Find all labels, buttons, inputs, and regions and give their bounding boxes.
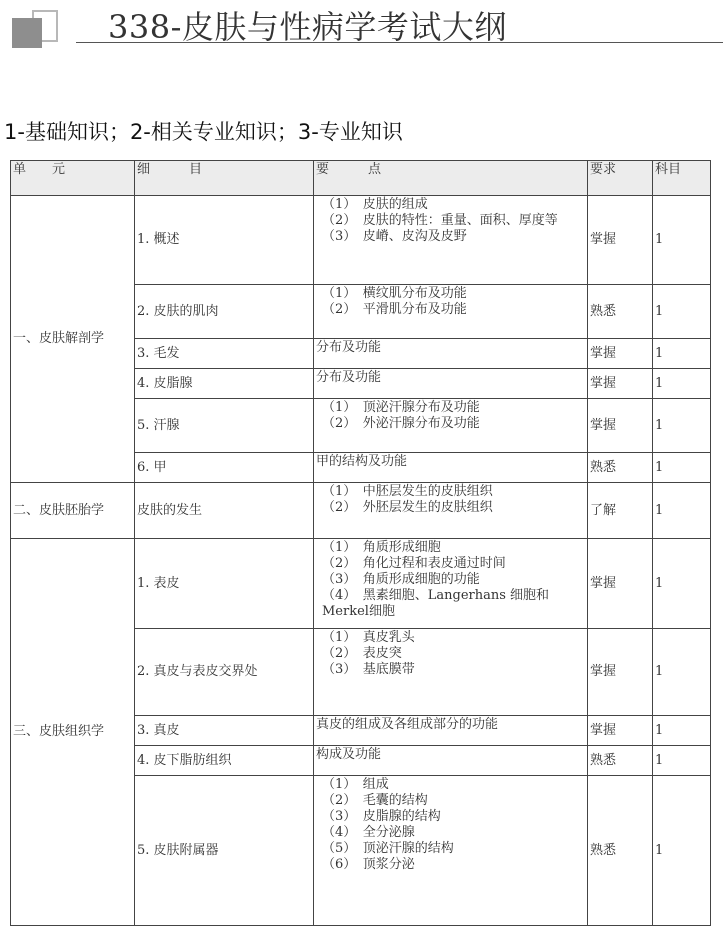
header-detail: 细 目 bbox=[135, 161, 314, 196]
header-unit: 单 元 bbox=[11, 161, 135, 196]
subject-cell: 1 bbox=[653, 369, 711, 399]
key-point: （2） 平滑肌分布及功能 bbox=[322, 302, 467, 317]
key-point: （3） 皮嵴、皮沟及皮野 bbox=[322, 229, 467, 244]
key-point: （4） 黑素细胞、Langerhans 细胞和Merkel细胞 bbox=[322, 588, 550, 619]
requirement-cell: 掌握 bbox=[588, 629, 653, 716]
points-cell bbox=[314, 453, 588, 483]
points-cell bbox=[314, 716, 588, 746]
key-point: （2） 皮肤的特性：重量、面积、厚度等 bbox=[322, 213, 558, 228]
points-cell bbox=[314, 339, 588, 369]
subject-cell: 1 bbox=[653, 539, 711, 629]
detail-cell: 5. 皮肤附属器 bbox=[135, 776, 314, 926]
table-row bbox=[11, 196, 711, 285]
key-point: （3） 角质形成细胞的功能 bbox=[322, 572, 480, 587]
detail-cell: 1. 表皮 bbox=[135, 539, 314, 629]
points-cell bbox=[314, 629, 588, 716]
requirement-cell: 掌握 bbox=[588, 716, 653, 746]
logo-filled-square bbox=[12, 18, 42, 48]
requirement-cell: 掌握 bbox=[588, 539, 653, 629]
subject-cell: 1 bbox=[653, 483, 711, 539]
points-cell bbox=[314, 285, 588, 339]
subject-cell: 1 bbox=[653, 285, 711, 339]
subject-legend: 1-基础知识；2-相关专业知识；3-专业知识 bbox=[4, 120, 403, 144]
requirement-cell: 了解 bbox=[588, 483, 653, 539]
detail-cell: 1. 概述 bbox=[135, 196, 314, 285]
key-point: （4） 全分泌腺 bbox=[322, 825, 415, 840]
points-cell bbox=[314, 399, 588, 453]
requirement-cell: 掌握 bbox=[588, 369, 653, 399]
key-point: 分布及功能 bbox=[316, 370, 382, 385]
requirement-cell: 熟悉 bbox=[588, 746, 653, 776]
key-point: （1） 真皮乳头 bbox=[322, 630, 415, 645]
subject-cell: 1 bbox=[653, 776, 711, 926]
key-point: （2） 角化过程和表皮通过时间 bbox=[322, 556, 506, 571]
key-point: （5） 顶泌汗腺的结构 bbox=[322, 841, 454, 856]
points-cell bbox=[314, 776, 588, 926]
detail-cell: 6. 甲 bbox=[135, 453, 314, 483]
subject-cell: 1 bbox=[653, 746, 711, 776]
key-point: （1） 中胚层发生的皮肤组织 bbox=[322, 484, 493, 499]
key-point: （3） 皮脂腺的结构 bbox=[322, 809, 441, 824]
requirement-cell: 掌握 bbox=[588, 399, 653, 453]
document-logo bbox=[10, 8, 68, 46]
points-cell bbox=[314, 746, 588, 776]
title-underline bbox=[76, 42, 723, 43]
detail-cell: 2. 皮肤的肌肉 bbox=[135, 285, 314, 339]
key-point: 分布及功能 bbox=[316, 340, 382, 355]
key-point: （2） 外泌汗腺分布及功能 bbox=[322, 416, 480, 431]
subject-cell: 1 bbox=[653, 399, 711, 453]
points-cell bbox=[314, 369, 588, 399]
points-cell bbox=[314, 539, 588, 629]
requirement-cell: 掌握 bbox=[588, 339, 653, 369]
unit-name: 二、皮肤胚胎学 bbox=[11, 483, 135, 539]
key-point: （2） 表皮突 bbox=[322, 646, 402, 661]
requirement-cell: 掌握 bbox=[588, 196, 653, 285]
key-point: （2） 毛囊的结构 bbox=[322, 793, 428, 808]
detail-cell: 4. 皮脂腺 bbox=[135, 369, 314, 399]
key-point: 构成及功能 bbox=[316, 747, 382, 762]
key-point: 真皮的组成及各组成部分的功能 bbox=[316, 717, 499, 732]
key-point: （3） 基底膜带 bbox=[322, 662, 415, 677]
detail-cell: 2. 真皮与表皮交界处 bbox=[135, 629, 314, 716]
header-requirement: 要求 bbox=[588, 161, 653, 196]
key-point: （6） 顶浆分泌 bbox=[322, 857, 415, 872]
points-cell bbox=[314, 483, 588, 539]
points-cell bbox=[314, 196, 588, 285]
subject-cell: 1 bbox=[653, 629, 711, 716]
syllabus-table bbox=[10, 160, 711, 926]
table-row bbox=[11, 483, 711, 539]
subject-cell: 1 bbox=[653, 453, 711, 483]
detail-cell: 3. 毛发 bbox=[135, 339, 314, 369]
key-point: （1） 横纹肌分布及功能 bbox=[322, 286, 467, 301]
subject-cell: 1 bbox=[653, 716, 711, 746]
detail-cell: 3. 真皮 bbox=[135, 716, 314, 746]
key-point: （1） 皮肤的组成 bbox=[322, 197, 428, 212]
header-subject: 科目 bbox=[653, 161, 711, 196]
key-point: （1） 顶泌汗腺分布及功能 bbox=[322, 400, 480, 415]
table-row bbox=[11, 539, 711, 629]
requirement-cell: 熟悉 bbox=[588, 776, 653, 926]
requirement-cell: 熟悉 bbox=[588, 285, 653, 339]
key-point: （2） 外胚层发生的皮肤组织 bbox=[322, 500, 493, 515]
unit-name: 三、皮肤组织学 bbox=[11, 539, 135, 926]
subject-cell: 1 bbox=[653, 196, 711, 285]
detail-cell: 4. 皮下脂肪组织 bbox=[135, 746, 314, 776]
key-point: 甲的结构及功能 bbox=[316, 454, 408, 469]
key-point: （1） 角质形成细胞 bbox=[322, 540, 441, 555]
detail-cell: 皮肤的发生 bbox=[135, 483, 314, 539]
subject-cell: 1 bbox=[653, 339, 711, 369]
table-header-row bbox=[11, 161, 711, 196]
unit-name: 一、皮肤解剖学 bbox=[11, 196, 135, 483]
detail-cell: 5. 汗腺 bbox=[135, 399, 314, 453]
key-point: （1） 组成 bbox=[322, 777, 389, 792]
requirement-cell: 熟悉 bbox=[588, 453, 653, 483]
header-points: 要 点 bbox=[314, 161, 588, 196]
document-title: 338-皮肤与性病学考试大纲 bbox=[108, 8, 507, 46]
